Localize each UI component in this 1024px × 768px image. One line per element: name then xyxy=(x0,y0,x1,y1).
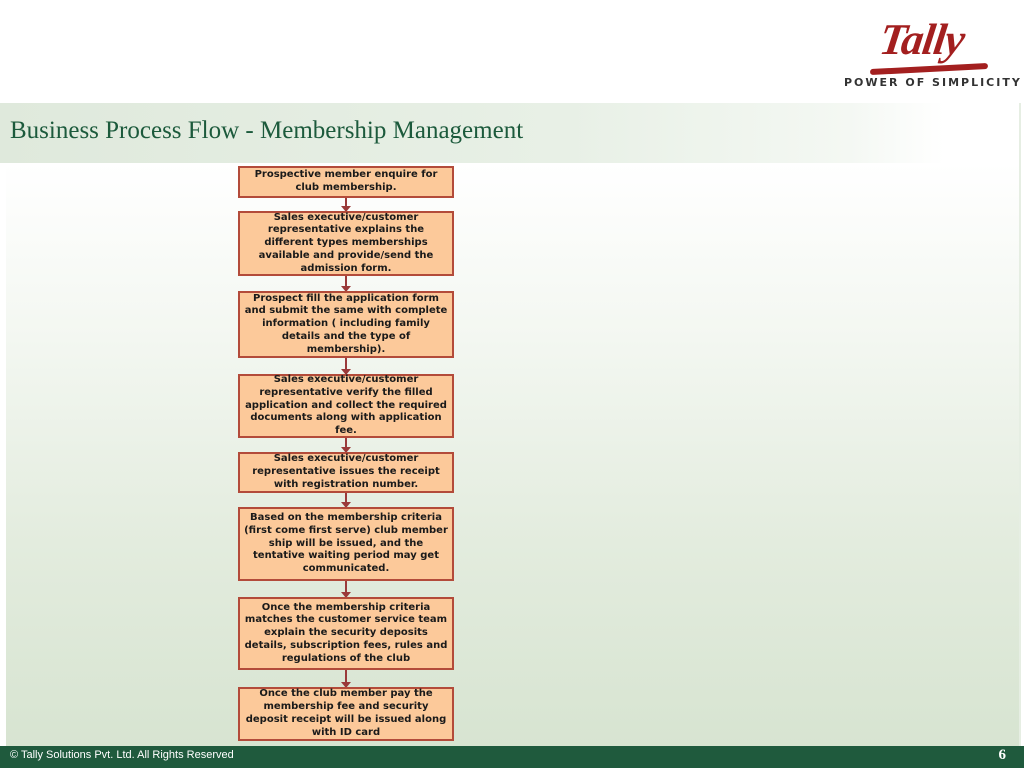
page-title: Business Process Flow - Membership Management xyxy=(10,117,524,144)
tally-logo xyxy=(840,8,1022,92)
logo-tagline: POWER OF SIMPLICITY xyxy=(844,76,1022,89)
flow-arrow-5 xyxy=(345,493,347,507)
flow-step-8: Once the club member pay the membership fee and security deposit receipt will be issued along with ID card xyxy=(238,687,454,741)
page-number: 6 xyxy=(998,747,1006,763)
flow-step-2: Sales executive/customer representative explains the different types memberships available and provide/send the admission form. xyxy=(238,211,454,276)
flow-arrow-1 xyxy=(345,198,347,211)
flow-arrow-3 xyxy=(345,358,347,374)
right-border-line xyxy=(1019,103,1021,746)
flow-arrow-2 xyxy=(345,276,347,291)
flow-step-3: Prospect fill the application form and submit the same with complete information ( including family details and the type of membership). xyxy=(238,291,454,358)
flow-arrow-6 xyxy=(345,581,347,597)
logo-wordmark: Tally xyxy=(876,15,968,64)
content-area xyxy=(6,163,1020,747)
flow-step-1: Prospective member enquire for club membership. xyxy=(238,166,454,198)
flow-step-7: Once the membership criteria matches the customer service team explain the security deposits details, subscription fees, rules and regulations of the club xyxy=(238,597,454,670)
flow-arrow-4 xyxy=(345,438,347,452)
flow-step-5: Sales executive/customer representative issues the receipt with registration number. xyxy=(238,452,454,493)
flow-step-6: Based on the membership criteria (first come first serve) club member ship will be issued, and the tentative waiting period may get communicated. xyxy=(238,507,454,581)
flow-step-4: Sales executive/customer representative verify the filled application and collect the required documents along with application fee. xyxy=(238,374,454,438)
flow-arrow-7 xyxy=(345,670,347,687)
copyright-text: © Tally Solutions Pvt. Ltd. All Rights Reserved xyxy=(10,749,234,761)
